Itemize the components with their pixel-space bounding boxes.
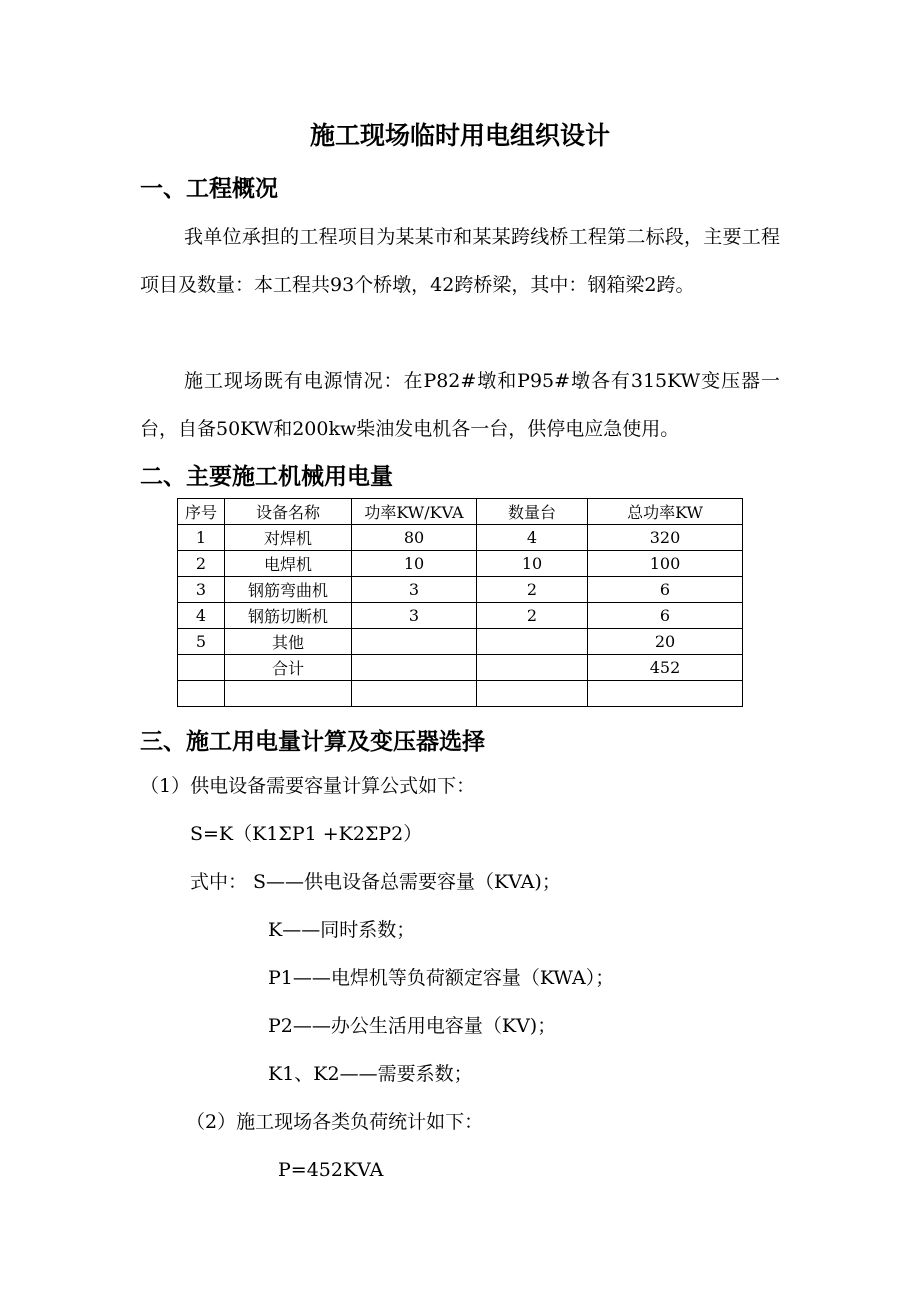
table-row-total — [178, 655, 743, 681]
table-header-cell: 序号 — [178, 499, 225, 525]
table-cell — [178, 681, 225, 707]
table-cell: 80 — [352, 525, 477, 551]
table-cell: 100 — [588, 551, 743, 577]
table-cell — [352, 629, 477, 655]
table-cell: 对焊机 — [225, 525, 352, 551]
table-header-row — [178, 499, 743, 525]
section-heading-calculation: 三、施工用电量计算及变压器选择 — [140, 729, 485, 755]
table-cell: 2 — [477, 577, 588, 603]
table-cell: 320 — [588, 525, 743, 551]
table-row — [178, 525, 743, 551]
equipment-power-table — [177, 498, 743, 707]
formula-def-p2: P2——办公生活用电容量（KV)； — [268, 1015, 557, 1037]
table-cell: 合计 — [225, 655, 352, 681]
calc-formula: S=K（K1ΣP1 +K2ΣP2） — [190, 823, 423, 845]
formula-def-k1-k2: K1、K2——需要系数； — [268, 1063, 473, 1085]
table-cell: 10 — [477, 551, 588, 577]
table-cell — [477, 655, 588, 681]
table-cell — [352, 681, 477, 707]
formula-def-k: K——同时系数； — [268, 919, 416, 941]
table-cell: 1 — [178, 525, 225, 551]
table-cell: 电焊机 — [225, 551, 352, 577]
table-cell: 4 — [477, 525, 588, 551]
table-cell: 3 — [178, 577, 225, 603]
table-cell: 4 — [178, 603, 225, 629]
table-cell — [178, 655, 225, 681]
section-heading-equipment: 二、主要施工机械用电量 — [140, 464, 393, 490]
load-total-value: P=452KVA — [278, 1159, 384, 1181]
overview-paragraph-2: 施工现场既有电源情况：在P82#墩和P95#墩各有315KW变压器一台，自备50KW和200kw柴油发电机各一台，供停电应急使用。 — [140, 370, 780, 440]
table-cell — [588, 681, 743, 707]
table-cell: 3 — [352, 577, 477, 603]
table-header-cell: 功率KW/KVA — [352, 499, 477, 525]
table-cell: 3 — [352, 603, 477, 629]
section-heading-overview: 一、工程概况 — [140, 176, 278, 202]
formula-def-p1: P1——电焊机等负荷额定容量（KWA）； — [268, 967, 615, 989]
table-cell: 2 — [178, 551, 225, 577]
table-row — [178, 577, 743, 603]
table-row — [178, 603, 743, 629]
table-header-cell: 数量台 — [477, 499, 588, 525]
table-header-cell: 总功率KW — [588, 499, 743, 525]
calc-item-2: （2）施工现场各类负荷统计如下： — [186, 1111, 484, 1133]
table-cell: 20 — [588, 629, 743, 655]
table-header-cell: 设备名称 — [225, 499, 352, 525]
table-cell: 10 — [352, 551, 477, 577]
page-title: 施工现场临时用电组织设计 — [309, 121, 610, 150]
overview-paragraph-1: 我单位承担的工程项目为某某市和某某跨线桥工程第二标段，主要工程项目及数量：本工程共93个桥墩，42跨桥梁，其中：钢箱梁2跨。 — [140, 226, 780, 296]
table-cell — [477, 681, 588, 707]
table-cell: 6 — [588, 603, 743, 629]
table-cell: 6 — [588, 577, 743, 603]
table-row — [178, 551, 743, 577]
table-cell: 钢筋切断机 — [225, 603, 352, 629]
table-cell: 2 — [477, 603, 588, 629]
table-cell: 其他 — [225, 629, 352, 655]
table-row — [178, 629, 743, 655]
table-cell — [352, 655, 477, 681]
calc-item-1: （1）供电设备需要容量计算公式如下： — [140, 775, 476, 797]
table-cell — [477, 629, 588, 655]
table-cell: 钢筋弯曲机 — [225, 577, 352, 603]
table-cell: 452 — [588, 655, 743, 681]
table-row-empty — [178, 681, 743, 707]
table-cell: 5 — [178, 629, 225, 655]
formula-def-s: 式中： S——供电设备总需要容量（KVA)； — [190, 871, 561, 893]
table-cell — [225, 681, 352, 707]
